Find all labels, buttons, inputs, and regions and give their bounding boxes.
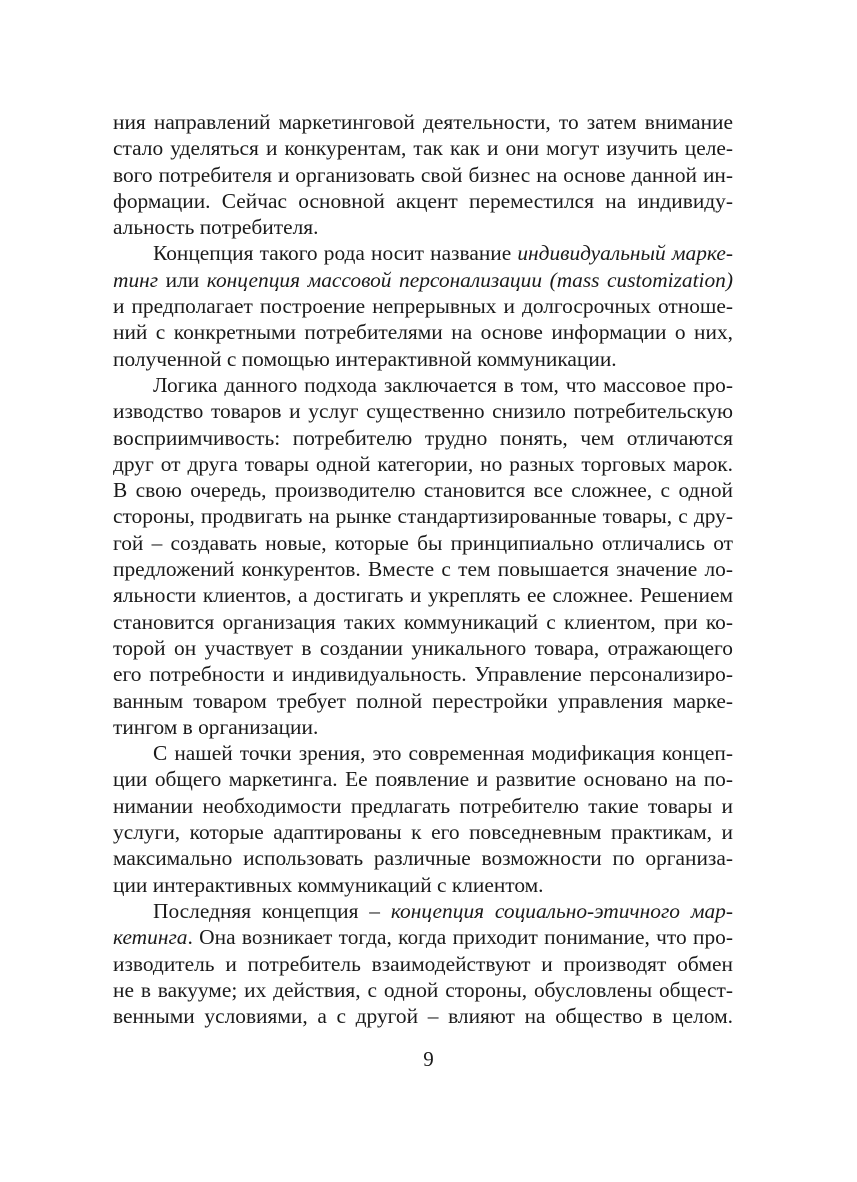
text-line	[113, 740, 733, 766]
text-line	[113, 924, 733, 950]
paragraph	[113, 240, 733, 371]
text: его потребности и индивидуальность. Управление персонализиро-	[113, 662, 733, 687]
paragraph	[113, 372, 733, 740]
paragraph	[113, 740, 733, 898]
text: или	[158, 267, 207, 292]
text-line	[113, 582, 733, 608]
italic-text: концепция социально-этичного мар-	[390, 898, 733, 923]
text: нимании необходимости предлагать потребителю такие товары и	[113, 793, 733, 818]
text-line	[113, 293, 733, 319]
text: восприимчивость: потребителю трудно понять, чем отличаются	[113, 425, 733, 450]
text: друг от друга товары одной категории, но разных торговых марок.	[113, 451, 733, 476]
text-line	[113, 109, 733, 135]
text: Концепция такого рода носит название	[153, 241, 518, 266]
text-line	[113, 898, 733, 924]
italic-text: концепция массовой персонализации (mass customization)	[206, 267, 733, 292]
text: ния направлений маркетинговой деятельности, то затем внимание	[113, 110, 733, 134]
text-line	[113, 819, 733, 845]
text: и предполагает построение непрерывных и долгосрочных отноше-	[113, 294, 733, 319]
text-line	[113, 240, 733, 266]
text: услуги, которые адаптированы к его повседневным практикам, и	[113, 820, 733, 845]
text-line	[113, 398, 733, 424]
text-line	[113, 530, 733, 556]
italic-text: индивидуальный марке-	[517, 241, 733, 266]
text: С нашей точки зрения, это современная модификация концеп-	[153, 741, 733, 766]
text-line	[113, 477, 733, 503]
text-line	[113, 609, 733, 635]
text-line	[113, 556, 733, 582]
text-line	[113, 688, 733, 714]
text: стало уделяться и конкурентам, так как и они могут изучить целе-	[113, 136, 733, 161]
text: предложений конкурентов. Вместе с тем повышается значение ло-	[113, 557, 733, 582]
text: ний с конкретными потребителями на основе информации о них,	[113, 320, 733, 345]
text: . Она возникает тогда, когда приходит понимание, что про-	[187, 925, 733, 950]
text: яльности клиентов, а достигать и укреплять ее сложнее. Решением	[113, 583, 733, 608]
text: изводство товаров и услуг существенно снизило потребительскую	[113, 399, 733, 424]
text: полученной с помощью интерактивной коммуникации.	[113, 346, 617, 371]
paragraph	[113, 109, 733, 240]
text: тингом в организации.	[113, 714, 319, 739]
text-line	[113, 319, 733, 345]
text: Последняя концепция –	[153, 898, 391, 923]
text: не в вакууме; их действия, с одной стороны, обусловлены общест-	[113, 977, 733, 1002]
text: гой – создавать новые, которые бы принципиально отличались от	[113, 530, 733, 555]
text-line	[113, 451, 733, 477]
text-line	[113, 872, 733, 898]
text: вого потребителя и организовать свой бизнес на основе данной ин-	[113, 162, 733, 187]
text-line	[113, 793, 733, 819]
text-line	[113, 162, 733, 188]
text-line	[113, 951, 733, 977]
text: ции интерактивных коммуникаций с клиентом.	[113, 872, 544, 897]
text: изводитель и потребитель взаимодействуют и производят обмен	[113, 951, 733, 976]
text-line	[113, 1003, 733, 1029]
text: становится организация таких коммуникаций с клиентом, при ко-	[113, 609, 733, 634]
text: стороны, продвигать на рынке стандартизированные товары, с дру-	[113, 504, 733, 529]
text-line	[113, 188, 733, 214]
paragraph	[113, 898, 733, 1029]
text-line	[113, 372, 733, 398]
text: альность потребителя.	[113, 215, 319, 240]
page-number: 9	[423, 1047, 434, 1071]
text-line	[113, 661, 733, 687]
text: максимально использовать различные возможности по организа-	[113, 846, 733, 871]
text-line	[113, 635, 733, 661]
text: В свою очередь, производителю становится все сложнее, с одной	[113, 478, 733, 503]
text-line	[113, 214, 733, 240]
text-line	[113, 714, 733, 740]
text-line	[113, 425, 733, 451]
text-line	[113, 766, 733, 792]
text: ции общего маркетинга. Ее появление и развитие основано на по-	[113, 767, 733, 792]
text: торой он участвует в создании уникального товара, отражающего	[113, 635, 733, 660]
text-line	[113, 267, 733, 293]
text: ванным товаром требует полной перестройки управления марке-	[113, 688, 733, 713]
text-line	[113, 845, 733, 871]
page-body	[113, 109, 733, 1029]
text: Логика данного подхода заключается в том, что массовое про-	[153, 372, 733, 397]
text-line	[113, 977, 733, 1003]
text: венными условиями, а с другой – влияют на общество в целом.	[113, 1004, 733, 1029]
text-line	[113, 135, 733, 161]
text-line	[113, 346, 733, 372]
italic-text: тинг	[113, 267, 159, 292]
italic-text: кетинга	[113, 925, 188, 950]
text-line	[113, 503, 733, 529]
text: формации. Сейчас основной акцент переместился на индивиду-	[113, 188, 733, 213]
